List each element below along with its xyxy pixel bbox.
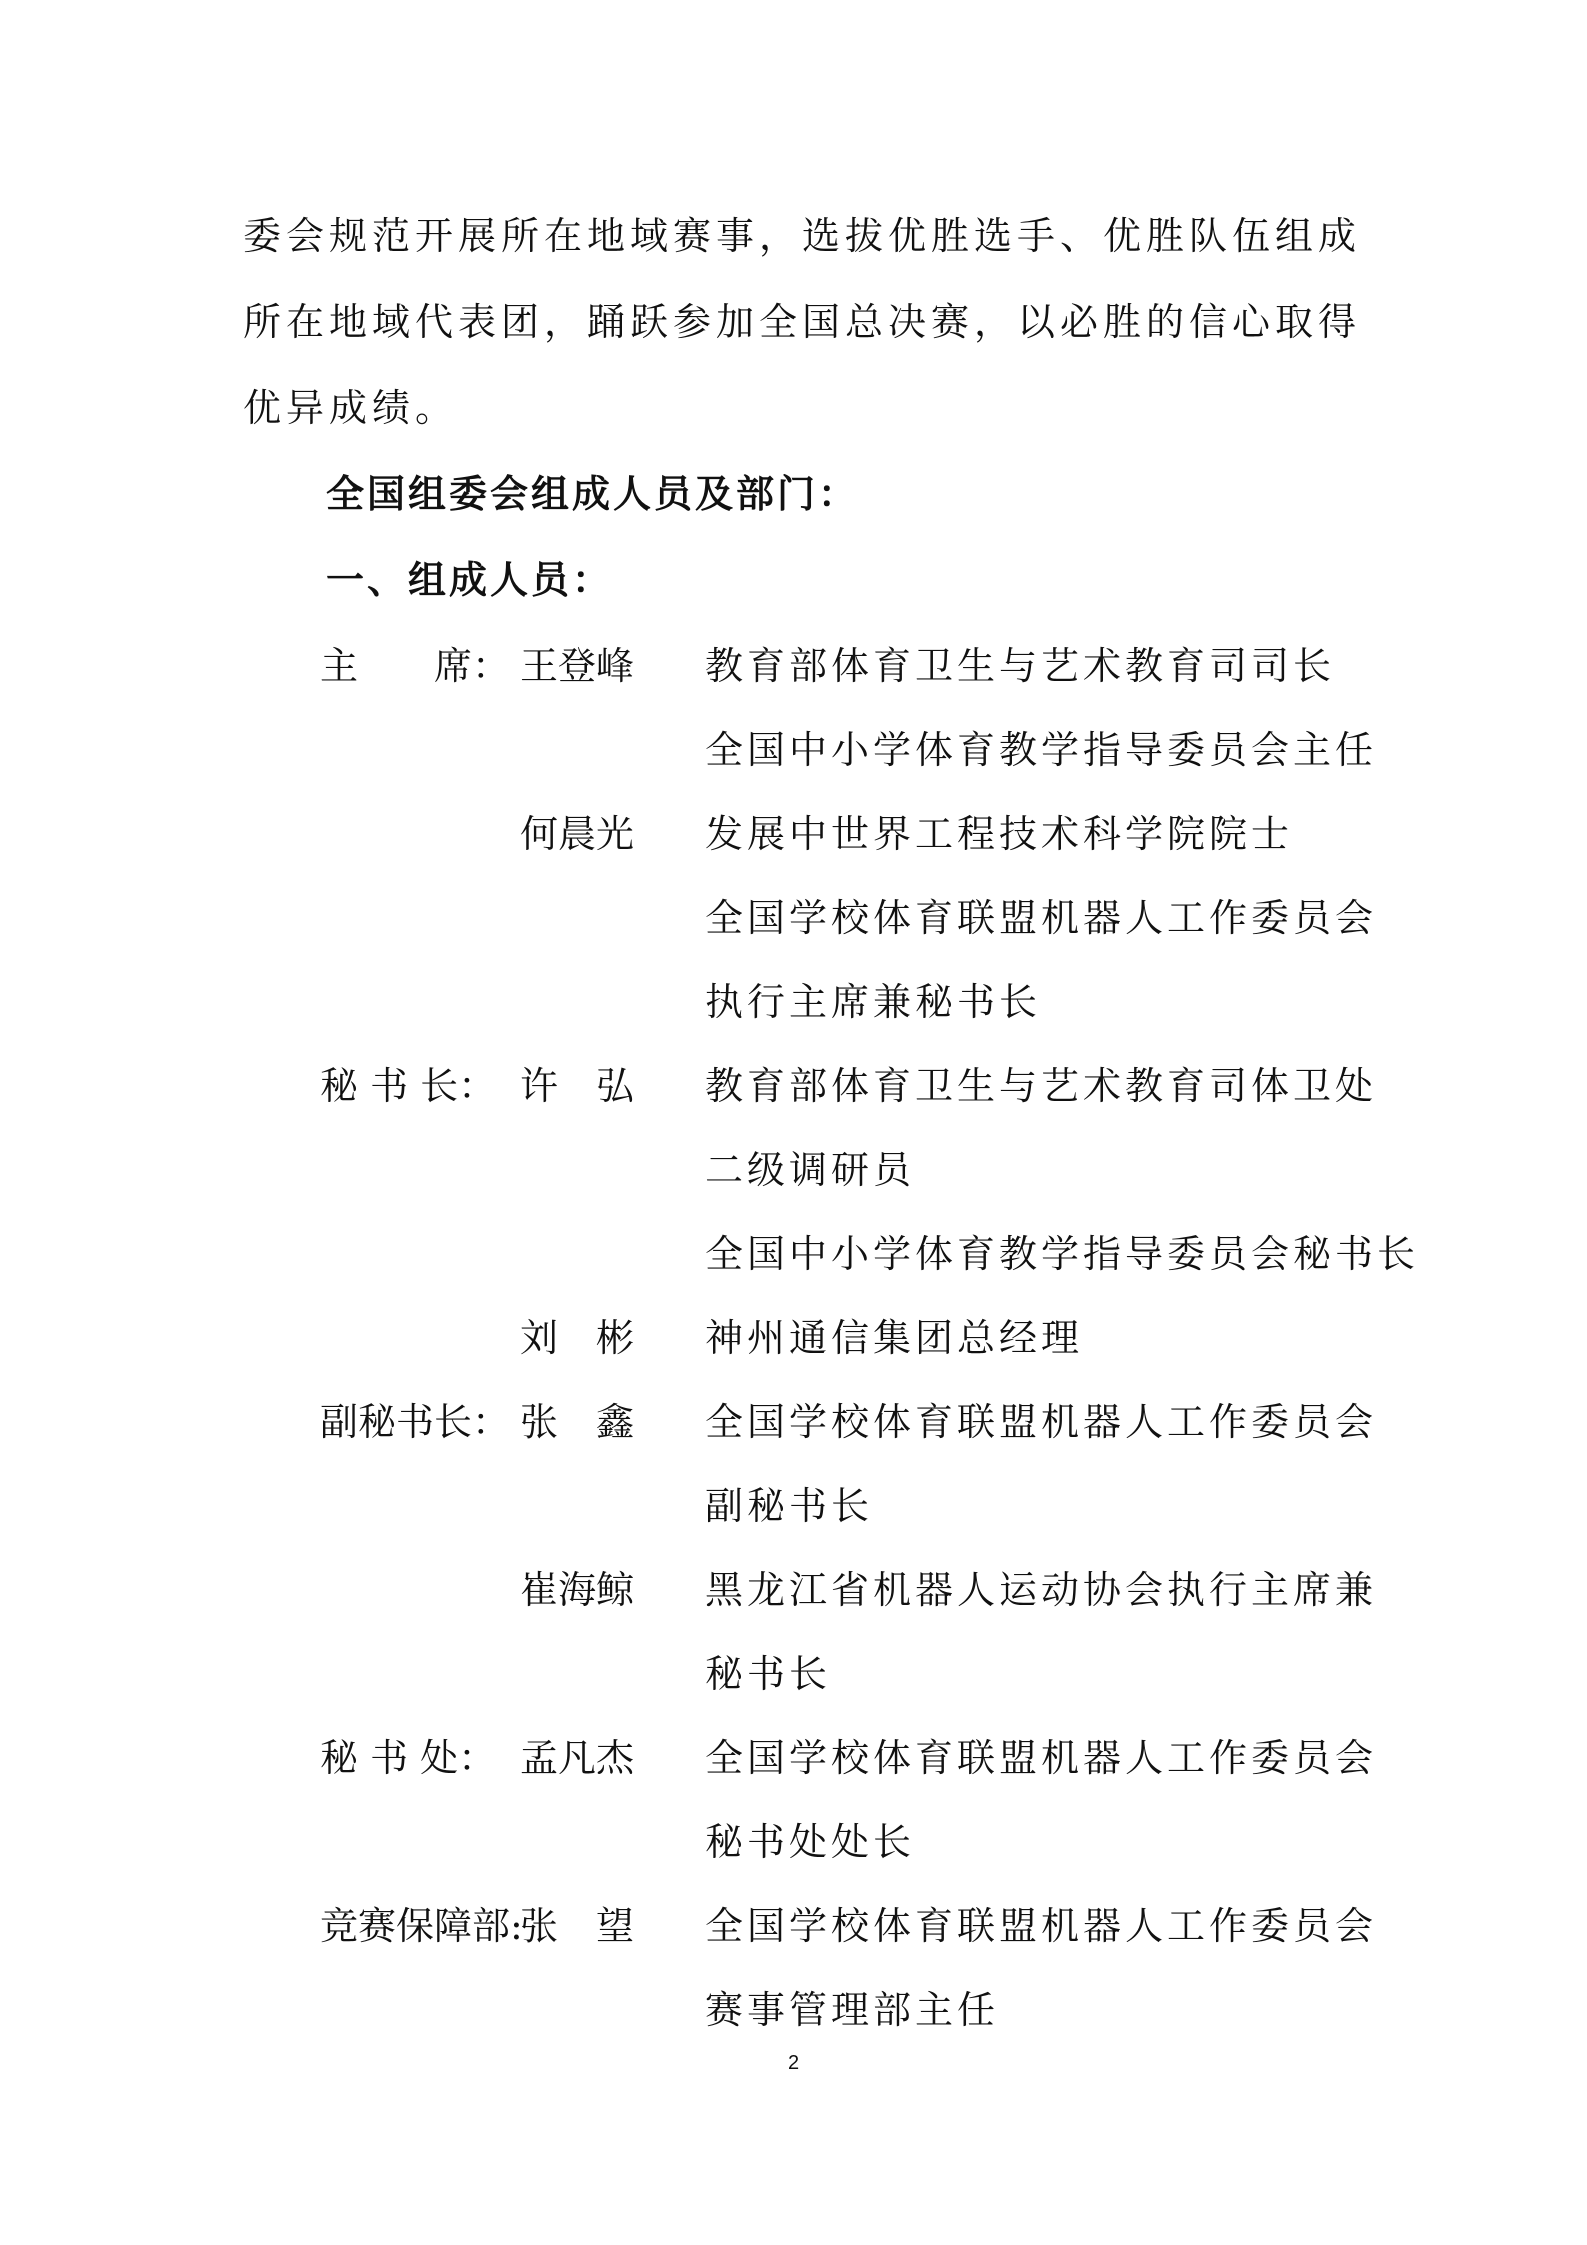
intro-line-3: 优异成绩。 xyxy=(243,386,459,430)
subsection-heading: 一、组成人员： xyxy=(326,558,614,602)
member-desc-line: 全国学校体育联盟机器人工作委员会 xyxy=(705,896,1378,940)
member-desc-line: 教育部体育卫生与艺术教育司司长 xyxy=(705,644,1336,688)
member-desc-line: 黑龙江省机器人运动协会执行主席兼 xyxy=(705,1568,1378,1612)
member-desc-line: 发展中世界工程技术科学院院士 xyxy=(705,812,1294,856)
member-title: 主 席： xyxy=(320,644,511,688)
member-name: 许 弘 xyxy=(520,1064,635,1108)
member-name: 崔海鲸 xyxy=(520,1568,635,1612)
intro-line-2: 所在地域代表团，踊跃参加全国总决赛，以必胜的信心取得 xyxy=(243,300,1362,344)
member-title: 秘 书 长： xyxy=(320,1064,497,1108)
member-desc-line: 副秘书长 xyxy=(705,1484,874,1528)
member-name: 张 望 xyxy=(520,1904,635,1948)
member-desc-line: 赛事管理部主任 xyxy=(705,1988,1000,2032)
page-number: 2 xyxy=(787,2052,800,2074)
member-title: 秘 书 处： xyxy=(320,1736,497,1780)
member-desc-line: 全国中小学体育教学指导委员会主任 xyxy=(705,728,1378,772)
member-desc-line: 神州通信集团总经理 xyxy=(705,1316,1084,1360)
member-title: 副秘书长： xyxy=(320,1400,511,1444)
member-desc-line: 教育部体育卫生与艺术教育司体卫处 xyxy=(705,1064,1378,1108)
member-desc-line: 秘书长 xyxy=(705,1652,832,1696)
member-name: 张 鑫 xyxy=(520,1400,635,1444)
member-name: 刘 彬 xyxy=(520,1316,635,1360)
member-desc-line: 秘书处处长 xyxy=(705,1820,916,1864)
member-desc-line: 全国学校体育联盟机器人工作委员会 xyxy=(705,1904,1378,1948)
member-desc-line: 二级调研员 xyxy=(705,1148,916,1192)
member-desc-line: 全国中小学体育教学指导委员会秘书长 xyxy=(705,1232,1420,1276)
member-title: 竞赛保障部: xyxy=(320,1904,523,1948)
member-name: 何晨光 xyxy=(520,812,635,856)
member-desc-line: 全国学校体育联盟机器人工作委员会 xyxy=(705,1736,1378,1780)
member-desc-line: 执行主席兼秘书长 xyxy=(705,980,1042,1024)
member-name: 王登峰 xyxy=(520,644,635,688)
section-heading: 全国组委会组成人员及部门： xyxy=(326,472,860,516)
intro-line-1: 委会规范开展所在地域赛事，选拔优胜选手、优胜队伍组成 xyxy=(243,214,1362,258)
member-desc-line: 全国学校体育联盟机器人工作委员会 xyxy=(705,1400,1378,1444)
member-name: 孟凡杰 xyxy=(520,1736,635,1780)
